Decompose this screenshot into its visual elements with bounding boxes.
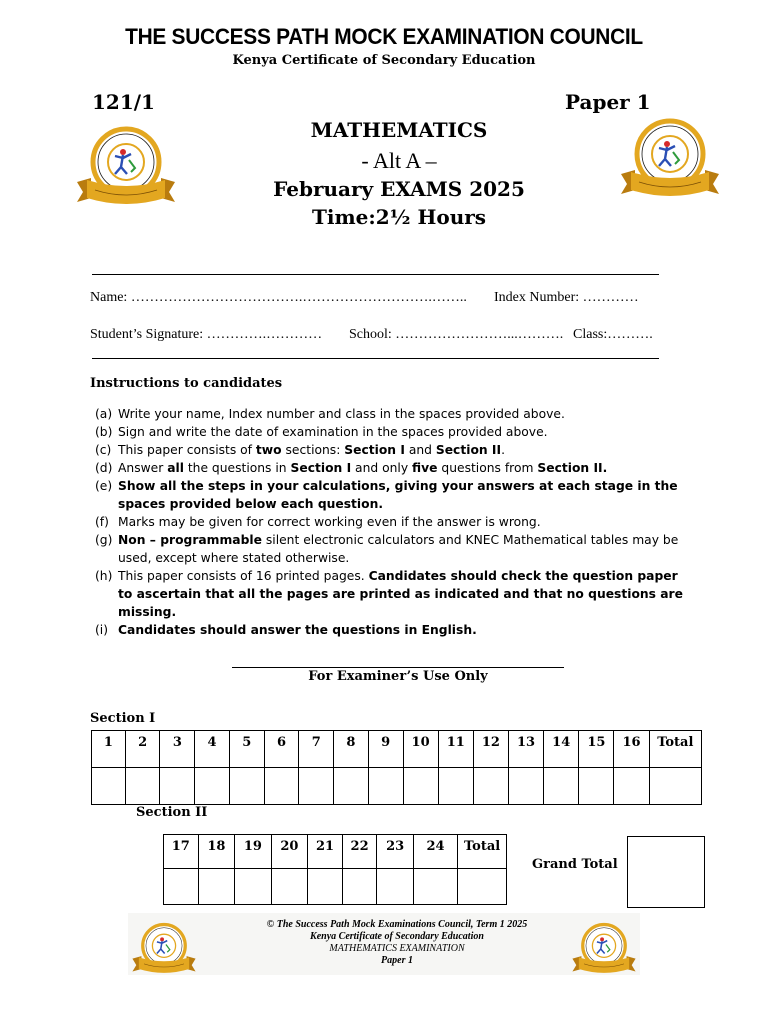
footer-logo-right xyxy=(568,920,640,978)
examiner-title: For Examiner’s Use Only xyxy=(308,669,488,684)
score-header: 18 xyxy=(198,835,235,869)
paper-variant: - Alt A – xyxy=(361,148,437,173)
signature-label: Student’s Signature: xyxy=(90,327,204,342)
score-header: 17 xyxy=(164,835,199,869)
score-cell[interactable] xyxy=(403,768,438,805)
score-header: 20 xyxy=(271,835,308,869)
school-dots: ……………………...………. xyxy=(395,327,564,342)
instruction-label: (b) xyxy=(95,425,113,439)
index-number-dots: ………… xyxy=(582,290,639,305)
subject-title: MATHEMATICS xyxy=(310,118,488,142)
section-1-marks-table xyxy=(91,730,702,805)
score-cell[interactable] xyxy=(473,768,508,805)
index-number-field[interactable] xyxy=(494,290,639,306)
score-cell[interactable] xyxy=(413,869,457,905)
instruction-text: Marks may be given for correct working even if the answer is wrong. xyxy=(118,515,541,529)
score-cell[interactable] xyxy=(229,768,264,805)
instruction-label: (a) xyxy=(95,407,113,421)
section-2-marks-table xyxy=(163,834,507,905)
instruction-label: (h) xyxy=(95,569,113,583)
instruction-text: and only xyxy=(351,461,413,475)
instruction-text: and xyxy=(404,443,436,457)
instruction-item xyxy=(95,441,695,459)
score-cell[interactable] xyxy=(438,768,473,805)
instruction-text: Section I xyxy=(344,443,405,457)
council-title: THE SUCCESS PATH MOCK EXAMINATION COUNCIL xyxy=(125,24,643,49)
score-cell[interactable] xyxy=(579,768,614,805)
score-cell[interactable] xyxy=(458,869,507,905)
signature-field[interactable] xyxy=(90,327,322,343)
score-cell[interactable] xyxy=(198,869,235,905)
instruction-text: all xyxy=(167,461,184,475)
instruction-text: Answer xyxy=(118,461,168,475)
score-cell[interactable] xyxy=(160,768,195,805)
score-header: 15 xyxy=(579,731,614,768)
score-header: 14 xyxy=(544,731,579,768)
score-cell[interactable] xyxy=(342,869,377,905)
examiner-divider xyxy=(232,667,564,668)
instruction-text: five xyxy=(412,461,438,475)
name-field[interactable] xyxy=(90,290,467,306)
score-cell[interactable] xyxy=(377,869,414,905)
instruction-text: silent electronic calculators and KNEC Mathematical tables may be used, except where stated otherwise. xyxy=(118,533,679,565)
grand-total-box[interactable] xyxy=(627,836,705,908)
score-header: 4 xyxy=(195,731,230,768)
instruction-text: Sign and write the date of examination in the spaces provided above. xyxy=(118,425,548,439)
score-header: Total xyxy=(458,835,507,869)
score-header: 9 xyxy=(368,731,403,768)
instruction-text: Write your name, Index number and class in the spaces provided above. xyxy=(118,407,565,421)
instruction-item xyxy=(95,513,695,531)
instruction-text: Section II. xyxy=(537,461,608,475)
score-cell[interactable] xyxy=(235,869,272,905)
exam-duration: Time:2½ Hours xyxy=(311,205,487,229)
instruction-text: Section I xyxy=(290,461,352,475)
name-label: Name: xyxy=(90,290,128,305)
score-header: 23 xyxy=(377,835,414,869)
paper-number: Paper 1 xyxy=(565,90,651,114)
score-cell[interactable] xyxy=(614,768,649,805)
instruction-label: (g) xyxy=(95,533,113,547)
score-header: 1 xyxy=(92,731,126,768)
score-header: 7 xyxy=(299,731,334,768)
instruction-text: This paper consists of xyxy=(118,443,256,457)
score-header: 2 xyxy=(125,731,160,768)
section-2-label: Section II xyxy=(136,805,208,820)
divider-top xyxy=(92,274,659,275)
score-cell[interactable] xyxy=(334,768,369,805)
exam-session: February EXAMS 2025 xyxy=(273,177,525,201)
name-dots: ……………………………….……………………….…….. xyxy=(130,290,467,305)
class-label: Class: xyxy=(573,327,608,342)
instruction-text: Candidates should answer the questions in English. xyxy=(118,623,477,637)
score-header: 11 xyxy=(438,731,473,768)
score-cell[interactable] xyxy=(125,768,160,805)
school-label: School: xyxy=(349,327,392,342)
class-field[interactable] xyxy=(573,327,653,343)
score-cell[interactable] xyxy=(195,768,230,805)
instruction-label: (f) xyxy=(95,515,109,529)
instruction-text: Non – programmable xyxy=(118,533,262,547)
instruction-item xyxy=(95,477,695,513)
instruction-text: . xyxy=(501,443,505,457)
score-header: 19 xyxy=(235,835,272,869)
score-cell[interactable] xyxy=(649,768,701,805)
certificate-subtitle: Kenya Certificate of Secondary Education xyxy=(232,53,536,68)
score-cell[interactable] xyxy=(299,768,334,805)
instruction-text: Section II xyxy=(435,443,502,457)
score-cell[interactable] xyxy=(92,768,126,805)
score-cell[interactable] xyxy=(508,768,543,805)
instructions-title: Instructions to candidates xyxy=(90,376,283,391)
instruction-item xyxy=(95,621,695,639)
footer-logo-left xyxy=(128,920,200,978)
instruction-text: Candidates should check the question paper to ascertain that all the pages are printed as indicated and that no questions are missing. xyxy=(118,569,683,619)
score-header: 10 xyxy=(403,731,438,768)
score-header: 13 xyxy=(508,731,543,768)
score-cell[interactable] xyxy=(308,869,343,905)
score-cell[interactable] xyxy=(271,869,308,905)
score-cell[interactable] xyxy=(368,768,403,805)
index-number-label: Index Number: xyxy=(494,290,580,305)
instruction-item xyxy=(95,423,695,441)
instruction-item xyxy=(95,567,695,621)
instruction-label: (c) xyxy=(95,443,112,457)
score-header: 16 xyxy=(614,731,649,768)
footer-text xyxy=(232,919,562,967)
divider-bottom xyxy=(92,358,659,359)
instruction-text: sections: xyxy=(281,443,345,457)
class-dots: ………. xyxy=(607,327,653,342)
instruction-text: This paper consists of 16 printed pages. xyxy=(118,569,369,583)
instruction-item xyxy=(95,459,695,477)
score-header: 21 xyxy=(308,835,343,869)
score-cell[interactable] xyxy=(544,768,579,805)
paper-code: 121/1 xyxy=(92,90,155,114)
instruction-label: (e) xyxy=(95,479,113,493)
score-header: 8 xyxy=(334,731,369,768)
instruction-label: (d) xyxy=(95,461,113,475)
footer-paper: Paper 1 xyxy=(381,955,413,966)
score-header: 3 xyxy=(160,731,195,768)
instruction-text: questions from xyxy=(437,461,538,475)
footer-certificate: Kenya Certificate of Secondary Education xyxy=(310,931,484,942)
score-header: 22 xyxy=(342,835,377,869)
score-cell[interactable] xyxy=(264,768,299,805)
instruction-text: Show all the steps in your calculations, giving your answers at each stage in the spaces provided below each question. xyxy=(118,479,678,511)
footer-copyright: © The Success Path Mock Examinations Council, Term 1 2025 xyxy=(266,919,528,930)
instruction-item xyxy=(95,405,695,423)
signature-dots: ………….………… xyxy=(206,327,323,342)
instruction-label: (i) xyxy=(95,623,109,637)
footer-exam: MATHEMATICS EXAMINATION xyxy=(329,943,465,954)
grand-total-label: Grand Total xyxy=(532,857,618,872)
section-1-label: Section I xyxy=(90,711,156,726)
instruction-text: two xyxy=(255,443,282,457)
school-field[interactable] xyxy=(349,327,563,343)
score-header: 12 xyxy=(473,731,508,768)
instruction-text: the questions in xyxy=(183,461,291,475)
score-cell[interactable] xyxy=(164,869,199,905)
score-header: 24 xyxy=(413,835,457,869)
instruction-item xyxy=(95,531,695,567)
score-header: Total xyxy=(649,731,701,768)
instructions-list xyxy=(95,405,695,639)
score-header: 5 xyxy=(229,731,264,768)
score-header: 6 xyxy=(264,731,299,768)
